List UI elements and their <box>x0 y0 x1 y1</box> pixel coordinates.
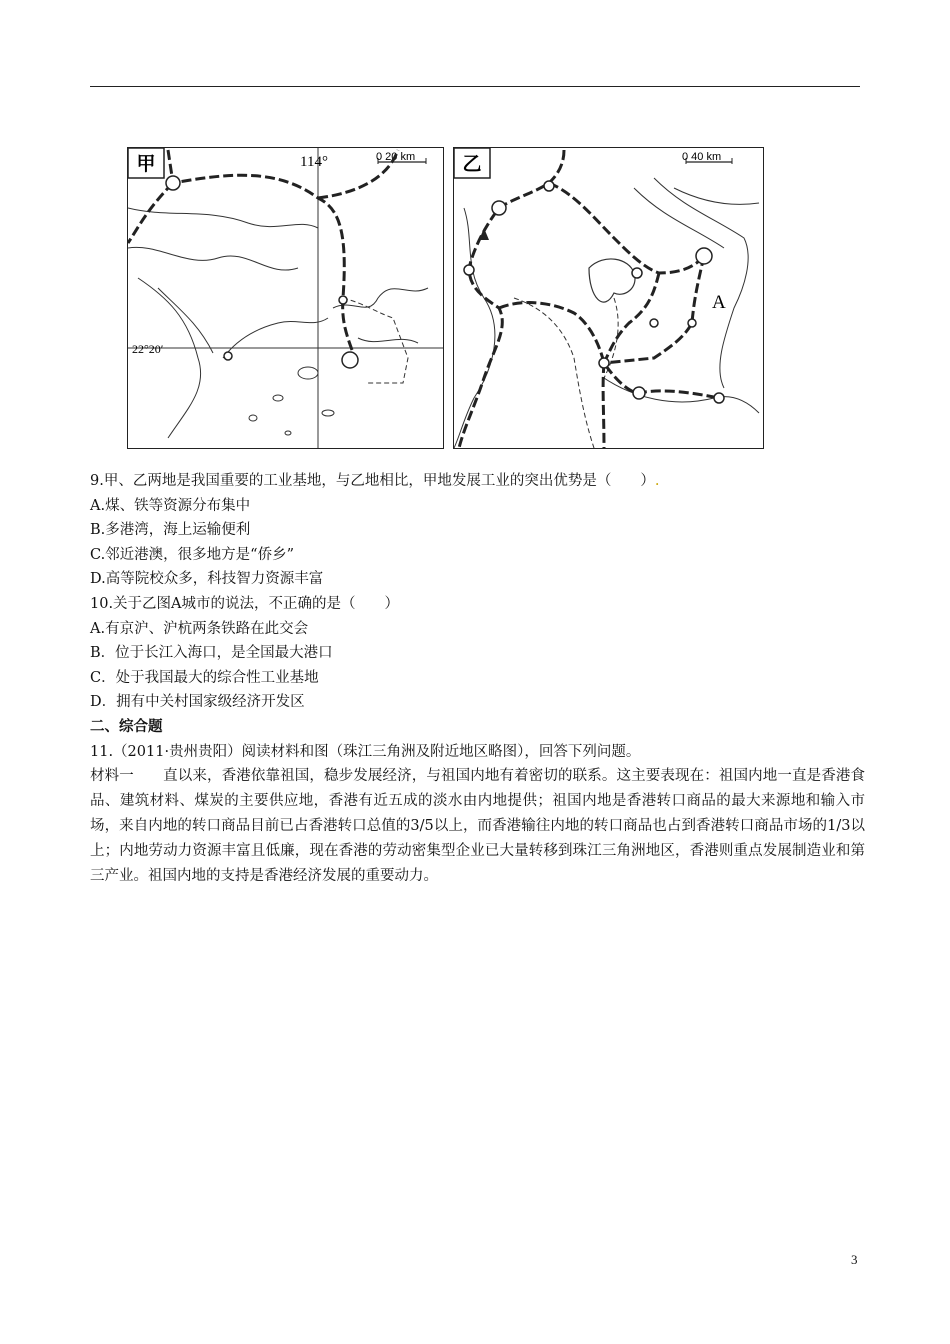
map-yi-drawing <box>454 148 763 448</box>
q9-stem: 9.甲、乙两地是我国重要的工业基地，与乙地相比，甲地发展工业的突出优势是（ ）. <box>90 473 660 489</box>
question-content <box>90 469 865 889</box>
q11-material: 材料一 直以来，香港依靠祖国，稳步发展经济，与祖国内地有着密切的联系。这主要表现在：祖国内地一直是香港食品、建筑材料、煤炭的主要供应地，香港有近五成的淡水由内地提供；祖国内地是香港转口商品的最大来源地和输入市场，来自内地的转口商品目前已占香港转口总值的3/5以上，而香港输往内地的转口商品也占到香港转口商品市场的1/3以上；内地劳动力资源丰富且低廉，现在香港的劳动密集型企业已大量转移到珠江三角洲地区，香港则重点发展制造业和第三产业。祖国内地的支持是香港经济发展的重要动力。 <box>90 768 865 885</box>
map-yi-scale: 0 40 km <box>682 151 722 163</box>
map-jia-label: 甲 <box>136 153 156 175</box>
q10-option-d: D．拥有中关村国家级经济开发区 <box>90 694 305 711</box>
parallel-label: 22°20′ <box>132 342 164 356</box>
q10-stem: 10.关于乙图A城市的说法，不正确的是（ ） <box>90 595 400 612</box>
section-title: 二、综合题 <box>90 717 163 735</box>
map-jia-scale: 0 20 km <box>376 151 416 163</box>
header-rule <box>90 86 860 87</box>
q9-option-c: C.邻近港澳，很多地方是“侨乡” <box>90 546 295 563</box>
q9-option-d: D.高等院校众多，科技智力资源丰富 <box>90 571 324 588</box>
page-number: 3 <box>851 1252 858 1267</box>
map-yi <box>453 147 764 449</box>
q10-option-a: A.有京沪、沪杭两条铁路在此交会 <box>90 620 309 637</box>
map-jia-drawing <box>128 148 443 448</box>
meridian-label: 114° <box>300 154 328 170</box>
map-yi-label: 乙 <box>462 153 482 175</box>
q10-option-c: C．处于我国最大的综合性工业基地 <box>90 669 319 686</box>
map-figures <box>127 147 764 449</box>
map-jia <box>127 147 444 449</box>
map-yi-city-a-label: A <box>712 292 726 313</box>
q9-option-a: A.煤、铁等资源分布集中 <box>90 497 251 514</box>
q10-option-b: B．位于长江入海口，是全国最大港口 <box>90 645 333 662</box>
q11-stem: 11.（2011·贵州贵阳）阅读材料和图（珠江三角洲及附近地区略图），回答下列问题。 <box>90 743 641 760</box>
q9-option-b: B.多港湾，海上运输便利 <box>90 522 251 539</box>
